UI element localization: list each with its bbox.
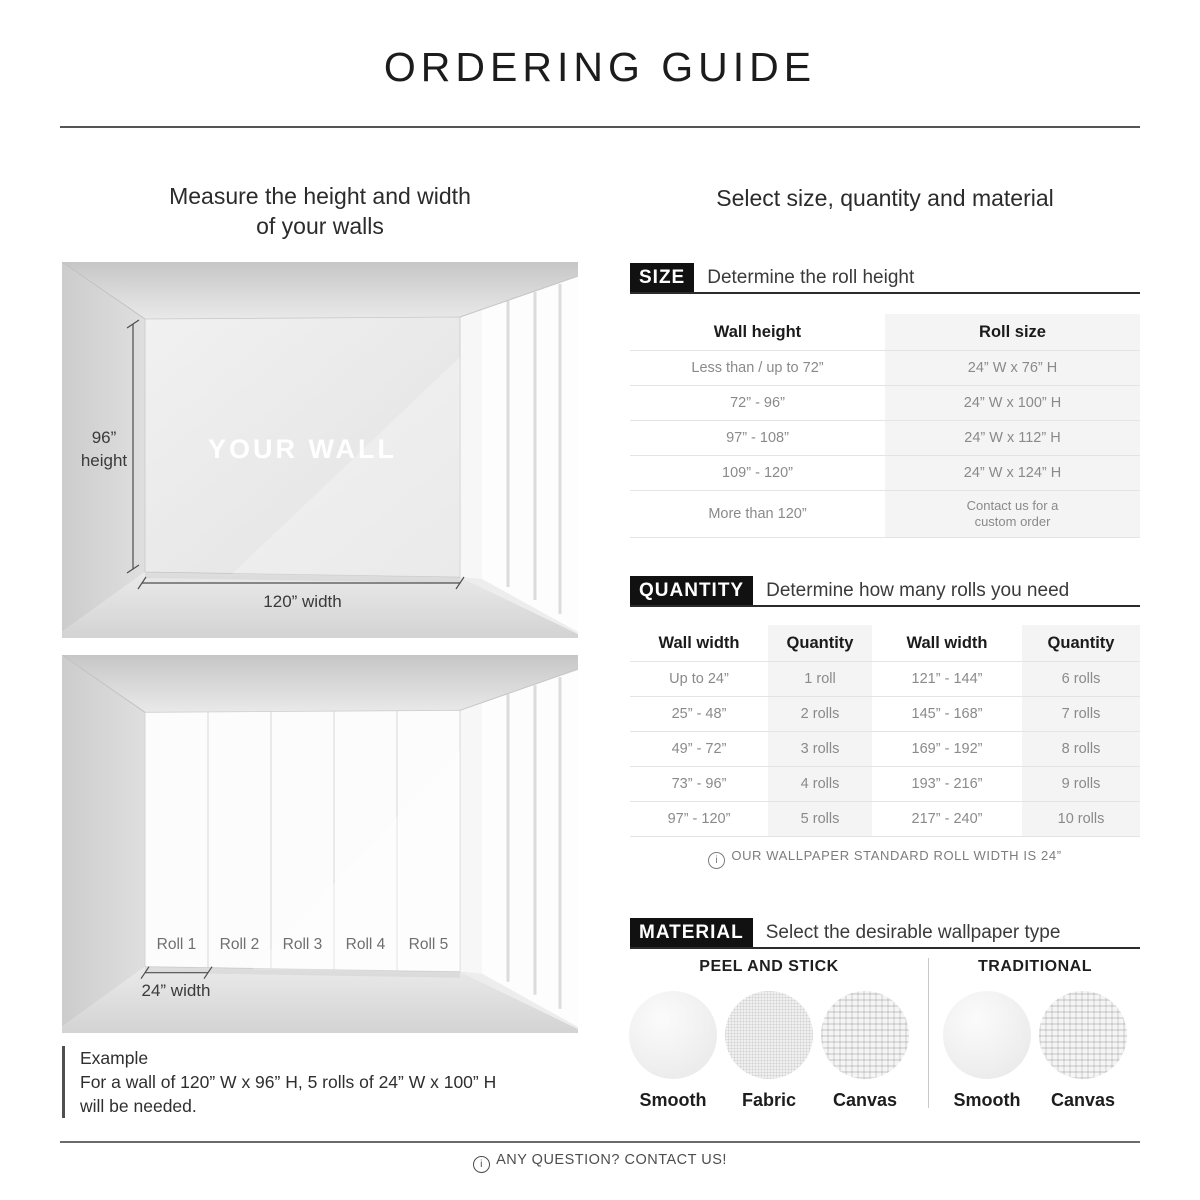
smooth-texture-icon bbox=[629, 991, 717, 1079]
material-group-title: PEEL AND STICK bbox=[699, 958, 839, 975]
select-heading: Select size, quantity and material bbox=[716, 185, 1054, 211]
roll-4-label: Roll 4 bbox=[345, 936, 386, 953]
size-table-header bbox=[630, 314, 1140, 351]
quantity-value: 9 rolls bbox=[1022, 767, 1140, 801]
wall-width-value: Up to 24” bbox=[669, 671, 729, 687]
qty-col-wall-width: Wall width bbox=[658, 633, 740, 652]
quantity-value: 3 rolls bbox=[768, 732, 872, 766]
fabric-texture-icon bbox=[725, 991, 813, 1079]
roll-size-value: Contact us for a custom order bbox=[966, 498, 1059, 529]
roll-2-label: Roll 2 bbox=[219, 936, 260, 953]
roll-1-label: Roll 1 bbox=[156, 936, 197, 953]
measure-heading-line2: of your walls bbox=[256, 213, 384, 239]
example-title: Example bbox=[80, 1048, 149, 1068]
window-glass bbox=[482, 277, 578, 632]
roll-width-label: 24” width bbox=[141, 981, 211, 1000]
smooth-texture-icon bbox=[943, 991, 1031, 1079]
quantity-value: 7 rolls bbox=[1022, 697, 1140, 731]
quantity-value: 1 roll bbox=[768, 662, 872, 696]
wall-width-value: 217” - 240” bbox=[911, 811, 983, 827]
wall-width-value: 97” - 120” bbox=[667, 811, 731, 827]
quantity-value: 6 rolls bbox=[1022, 662, 1140, 696]
qty-col-quantity: Quantity bbox=[1022, 625, 1140, 661]
size-table-row bbox=[630, 456, 1140, 491]
roll-3-label: Roll 3 bbox=[282, 936, 323, 953]
qty-col-wall-width: Wall width bbox=[906, 633, 988, 652]
roll-size-value: 24” W x 100” H bbox=[885, 386, 1140, 420]
wall-width-value: 73” - 96” bbox=[671, 776, 727, 792]
quantity-value: 2 rolls bbox=[768, 697, 872, 731]
roll-5-label: Roll 5 bbox=[408, 936, 449, 953]
roll-size-value: 24” W x 76” H bbox=[885, 351, 1140, 385]
size-subtitle: Determine the roll height bbox=[707, 266, 915, 288]
quantity-section-header bbox=[630, 576, 1140, 607]
quantity-table bbox=[630, 625, 1140, 837]
footer-divider bbox=[60, 1141, 1140, 1143]
canvas-texture-icon bbox=[821, 991, 909, 1079]
size-table-row bbox=[630, 491, 1140, 538]
wall-width-value: 169” - 192” bbox=[911, 741, 983, 757]
page-title: ORDERING GUIDE bbox=[383, 44, 817, 90]
material-group-title: TRADITIONAL bbox=[978, 958, 1092, 975]
swatch-smooth: Smooth bbox=[943, 991, 1031, 1111]
swatch-canvas: Canvas bbox=[821, 991, 909, 1111]
measure-heading bbox=[60, 181, 580, 241]
measure-heading-line1: Measure the height and width bbox=[169, 183, 471, 209]
material-badge: MATERIAL bbox=[630, 918, 753, 947]
quantity-value: 4 rolls bbox=[768, 767, 872, 801]
roll-size-value: 24” W x 124” H bbox=[885, 456, 1140, 490]
quantity-badge: QUANTITY bbox=[630, 576, 753, 605]
material-subtitle: Select the desirable wallpaper type bbox=[765, 921, 1061, 943]
wall-height-value: More than 120” bbox=[708, 506, 807, 522]
wall-width-label: 120” width bbox=[263, 592, 342, 611]
swatch-smooth: Smooth bbox=[629, 991, 717, 1111]
wall-width-value: 121” - 144” bbox=[911, 671, 983, 687]
quantity-subtitle: Determine how many rolls you need bbox=[766, 579, 1070, 601]
quantity-value: 8 rolls bbox=[1022, 732, 1140, 766]
wall-height-value: 97” - 108” bbox=[726, 430, 789, 446]
quantity-table-row bbox=[630, 732, 1140, 767]
roll-width-note: i OUR WALLPAPER STANDARD ROLL WIDTH IS 24” bbox=[630, 848, 1140, 869]
canvas-texture-icon bbox=[1039, 991, 1127, 1079]
quantity-table-header bbox=[630, 625, 1140, 662]
wall-width-value: 145” - 168” bbox=[911, 706, 983, 722]
material-group-peel-and-stick bbox=[629, 958, 909, 1111]
example-line2: will be needed. bbox=[80, 1096, 197, 1116]
quantity-table-row bbox=[630, 697, 1140, 732]
wall-height-label: 96” height bbox=[80, 428, 128, 470]
example-block bbox=[62, 1046, 496, 1118]
size-section-header bbox=[630, 263, 1140, 294]
quantity-table-row bbox=[630, 767, 1140, 802]
swatch-canvas: Canvas bbox=[1039, 991, 1127, 1111]
material-groups-divider bbox=[928, 958, 929, 1108]
your-wall-label: YOUR WALL bbox=[208, 434, 397, 464]
wall-height-value: 72” - 96” bbox=[730, 395, 785, 411]
wall-width-value: 49” - 72” bbox=[671, 741, 727, 757]
wall-height-value: Less than / up to 72” bbox=[691, 360, 824, 376]
quantity-table-row bbox=[630, 802, 1140, 837]
window-glass bbox=[482, 670, 578, 1027]
material-group-traditional bbox=[943, 958, 1127, 1111]
title-divider bbox=[60, 126, 1140, 128]
info-icon: i bbox=[708, 852, 725, 869]
example-line1: For a wall of 120” W x 96” H, 5 rolls of 24” W x 100” H bbox=[80, 1072, 497, 1092]
quantity-table-row bbox=[630, 662, 1140, 697]
room-scene-svg bbox=[62, 655, 578, 1033]
qty-col-quantity: Quantity bbox=[768, 625, 872, 661]
size-table-row bbox=[630, 421, 1140, 456]
quantity-value: 10 rolls bbox=[1022, 802, 1140, 836]
material-section-header bbox=[630, 918, 1140, 949]
size-table-row bbox=[630, 351, 1140, 386]
size-table-row bbox=[630, 386, 1140, 421]
wall-height-value: 109” - 120” bbox=[722, 465, 793, 481]
size-col-wall-height: Wall height bbox=[713, 322, 802, 341]
room-illustration-rolls bbox=[62, 655, 578, 1033]
swatch-fabric: Fabric bbox=[725, 991, 813, 1111]
footer-contact-text: i ANY QUESTION? CONTACT US! bbox=[0, 1152, 1200, 1173]
wall-width-value: 193” - 216” bbox=[911, 776, 983, 792]
room-illustration-measured-wall bbox=[62, 262, 578, 638]
size-col-roll-size: Roll size bbox=[885, 314, 1140, 350]
wall-width-value: 25” - 48” bbox=[671, 706, 727, 722]
quantity-value: 5 rolls bbox=[768, 802, 872, 836]
size-badge: SIZE bbox=[630, 263, 694, 292]
info-icon: i bbox=[473, 1156, 490, 1173]
roll-size-value: 24” W x 112” H bbox=[885, 421, 1140, 455]
size-table bbox=[630, 314, 1140, 538]
